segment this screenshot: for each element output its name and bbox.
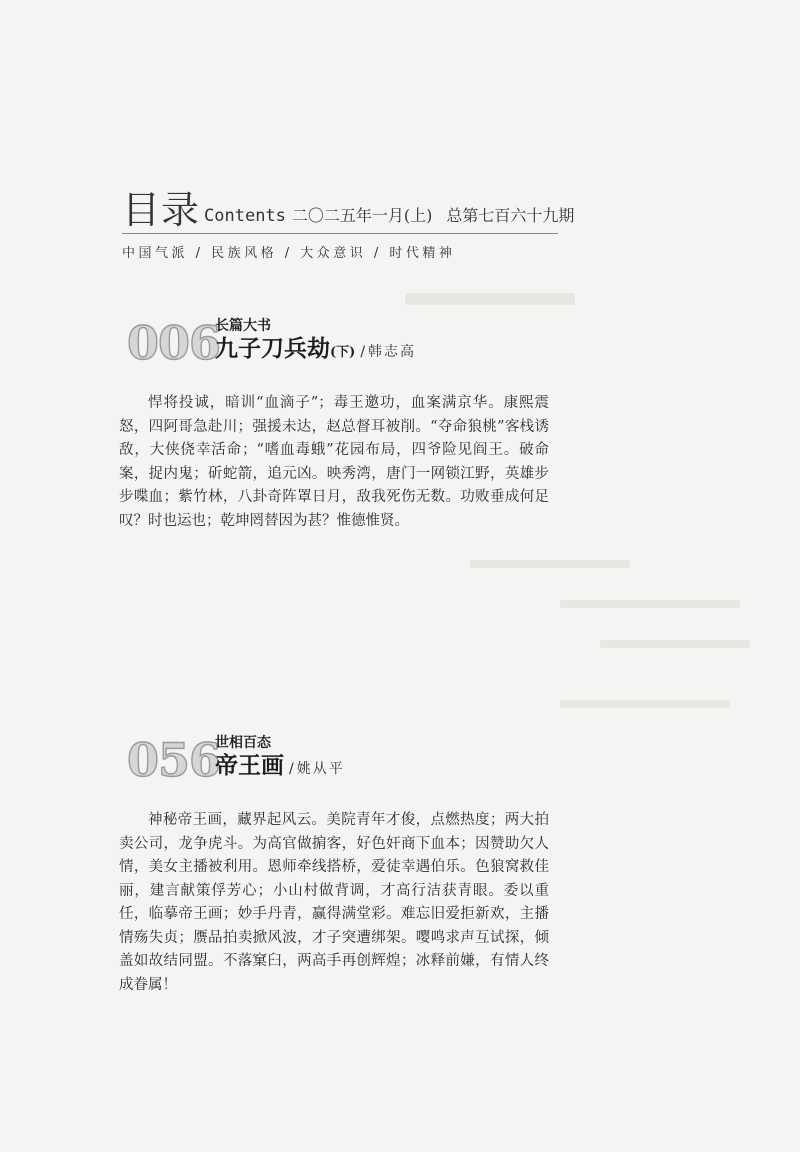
entry-heading	[127, 735, 567, 785]
article-summary: 悍将投诚，暗训“血滴子”；毒王邀功，血案满京华。康熙震怒，四阿哥急赴川；强援未达，赵总督耳被削。“夺命狼桃”客栈诱敌，大侠侥幸活命；“嗜血毒蛾”花园布局，四爷险见阎王。破命案，捉内鬼；斫蛇箭，追元凶。映秀湾，唐门一网锁江野，英雄步步喋血；紫竹林，八卦奇阵罩日月，敌我死伤无数。功败垂成何足叹？时也运也；乾坤罔替因为甚？惟德惟贤。	[119, 395, 549, 529]
author-separator: /	[360, 344, 366, 360]
page-number: 006	[127, 316, 221, 370]
bleed-through	[405, 293, 575, 305]
toc-title: 目录	[122, 188, 201, 232]
author-name: 韩志高	[368, 344, 417, 360]
bleed-through	[470, 560, 630, 568]
author-name: 姚从平	[296, 761, 345, 777]
header-rule	[122, 233, 558, 234]
article-summary: 神秘帝王画，藏界起风云。美院青年才俊，点燃热度；两大拍卖公司，龙争虎斗。为高官做掮客，好色奸商下血本；因赞助欠人情，美女主播被利用。恩师牵线搭桥，爱徒幸遇伯乐。色狼窝救佳丽，建言献策俘芳心；小山村做背调，才高行洁获青眼。委以重任，临摹帝王画；妙手丹青，赢得满堂彩。难忘旧爱拒新欢，主播情殇失贞；赝品拍卖掀风波，才子突遭绑架。嘤鸣求声互试探，倾盖如故结同盟。不落窠臼，两高手再创辉煌；冰释前嫌，有情人终成眷属！	[119, 812, 549, 993]
bleed-through	[560, 600, 740, 608]
title-row	[215, 335, 416, 363]
entry-titles	[215, 735, 345, 780]
magazine-slogan: 中国气派 / 民族风格 / 大众意识 / 时代精神	[122, 246, 456, 261]
title-suffix: (下)	[330, 345, 356, 360]
page-number: 056	[127, 733, 221, 787]
bleed-through	[600, 640, 750, 648]
toc-title-row	[122, 186, 582, 230]
issue-date: 二〇二五年一月(上)	[291, 206, 433, 225]
toc-entry[interactable]	[119, 733, 567, 997]
toc-header	[122, 186, 582, 261]
entry-heading	[127, 318, 567, 368]
entry-titles	[215, 318, 416, 363]
contents-label: Contents	[204, 206, 286, 226]
issue-number: 总第七百六十九期	[446, 206, 575, 225]
column-name: 世相百态	[215, 735, 271, 751]
article-title[interactable]: 帝王画	[215, 752, 284, 779]
author-separator: /	[289, 761, 294, 777]
title-row	[215, 752, 345, 780]
bleed-through	[560, 700, 730, 708]
article-title[interactable]: 九子刀兵劫	[215, 335, 330, 362]
toc-entry[interactable]	[119, 316, 567, 533]
column-name: 长篇大书	[215, 318, 271, 334]
